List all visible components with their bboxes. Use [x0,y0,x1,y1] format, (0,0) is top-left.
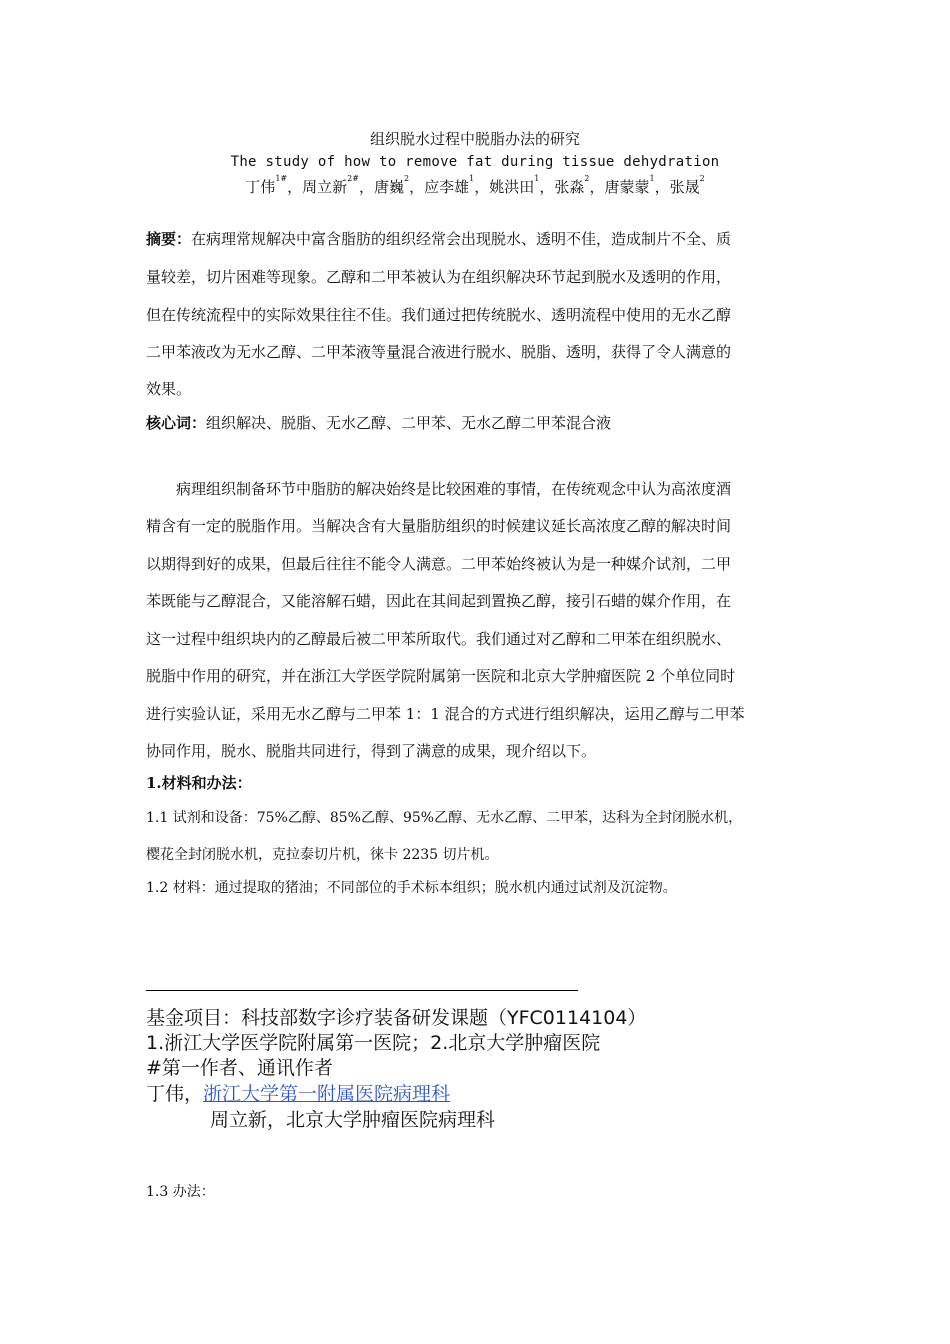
author-name: 丁伟 [245,178,276,196]
author-affiliation-mark: 1 [534,174,540,183]
footnote-separator [146,990,578,991]
author-separator: ， [589,178,605,196]
author-name: 应李雄 [424,178,470,196]
author-separator: ， [358,178,374,196]
author-affiliation-mark: 2# [347,174,359,183]
author-affiliation-mark: 1# [275,174,288,183]
author-separator: ， [409,178,425,196]
author-name: 张晟 [669,178,700,196]
keywords-text: 组织解决、脱脂、无水乙醇、二甲苯、无水乙醇二甲苯混合液 [206,414,612,432]
author-1-name: 丁伟， [146,1083,204,1105]
keywords-label: 核心词： [146,414,207,432]
author-name: 唐蒙蒙 [604,178,650,196]
author-1-affiliation-link[interactable]: 浙江大学第一附属医院病理科 [203,1083,451,1105]
author-name: 唐巍 [373,178,404,196]
paper-title: 组织脱水过程中脱脂办法的研究 [369,130,580,148]
author-affiliation-mark: 2 [699,174,705,183]
author-separator: ， [539,178,555,196]
footnote-affiliations: 1.浙江大学医学院附属第一医院；2.北京大学肿瘤医院 [146,1032,601,1054]
author-affiliation-mark: 1 [469,174,475,183]
author-separator: ， [287,178,303,196]
author-affiliation-mark: 1 [649,174,655,183]
author-affiliation-mark: 2 [403,174,410,183]
abstract-line: 在病理常规解决中富含脂肪的组织经常会出现脱水、透明不佳，造成制片不全、质 [191,230,732,248]
abstract-label: 摘要： [146,230,192,248]
footnote-note: #第一作者、通讯作者 [146,1057,333,1079]
author-affiliation-mark: 2 [584,174,590,183]
paper-subtitle: The study of how to remove fat during tissue dehydration [230,154,720,170]
author-name: 周立新 [302,178,348,196]
footnote-author-1 [146,1079,450,1106]
author-name: 姚洪田 [489,178,535,196]
footnote-funding: 基金项目：科技部数字诊疗装备研发课题（YFC0114104） [146,1007,647,1029]
author-separator: ， [474,178,490,196]
section-1-3-heading: 1.3 办法： [146,1184,215,1200]
footnote-author-2: 周立新，北京大学肿瘤医院病理科 [210,1109,496,1131]
author-list [0,176,950,197]
author-separator: ， [654,178,670,196]
author-name: 张淼 [554,178,585,196]
